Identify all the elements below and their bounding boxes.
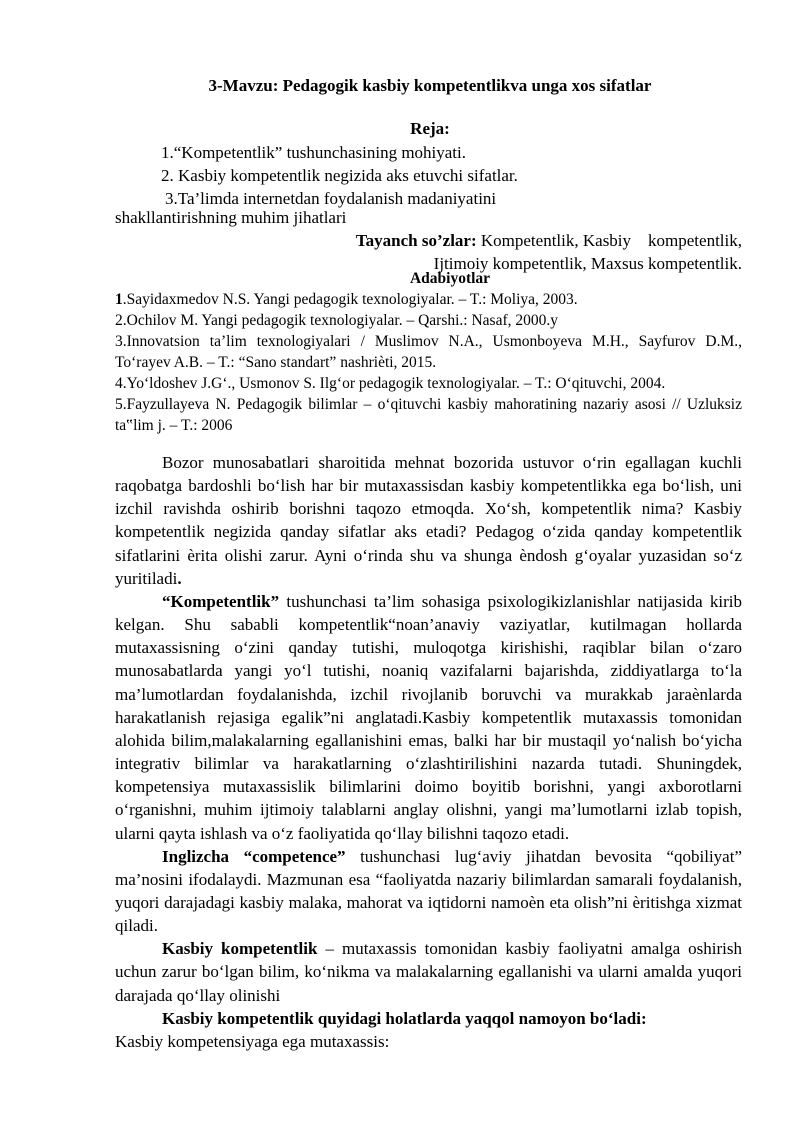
keywords-line-2: Ijtimoiy kompetentlik, Maxsus kompetentlik. <box>433 254 742 273</box>
paragraph-intro <box>115 451 742 590</box>
paragraph-intro-end: . <box>177 568 182 588</box>
keywords-block <box>356 229 742 275</box>
reference-item <box>115 289 742 310</box>
references-list <box>115 289 742 436</box>
reference-item: 3.Innovatsion ta’lim texnologiyalari / Muslimov N.A., Usmonboyeva M.H., Sayfurov D.M., To‘rayev A.B. – T.: “Sano standart” nashrièti, 2015. <box>115 333 742 371</box>
term-kompetentlik: “Kompetentlik” <box>162 591 280 611</box>
plan-item-3-continued: shakllantirishning muhim jihatlari <box>115 208 347 227</box>
references-heading: Adabiyotlar <box>409 270 491 287</box>
reference-item: 4.Yo‘ldoshev J.G‘., Usmonov S. Ilg‘or pedagogik texnologiyalar. – T.: O‘qituvchi, 2004. <box>115 375 666 392</box>
paragraph-competence <box>115 845 742 938</box>
keywords-label: Tayanch so’zlar: <box>355 231 477 250</box>
reference-text: .Sayidaxmedov N.S. Yangi pedagogik texnologiyalar. – T.: Moliya, 2003. <box>122 291 578 308</box>
term-competence: Inglizcha “competence” <box>162 846 346 866</box>
document-title: 3-Mavzu: Pedagogik kasbiy kompetentlikva unga xos sifatlar <box>208 76 652 95</box>
paragraph-mutaxassis: Kasbiy kompetensiyaga ega mutaxassis: <box>115 1031 390 1051</box>
paragraph-kasbiy <box>115 937 742 1006</box>
plan-item-2: 2. Kasbiy kompetentlik negizida aks etuvchi sifatlar. <box>161 166 518 185</box>
reference-number: 1 <box>115 291 123 308</box>
paragraph-kompetentlik <box>115 590 742 845</box>
keywords-line-1 <box>356 229 742 252</box>
reference-item: 2.Ochilov M. Yangi pedagogik texnologiyalar. – Qarshi.: Nasaf, 2000.y <box>115 312 558 329</box>
paragraph-competence-text: tushunchasi lug‘aviy jihatdan bevosita “qobiliyat” ma’nosini ifodalaydi. Mazmunan esa “faoliyatda nazariy bilimlardan samarali foydalanish, yuqori darajadagi kasbiy malaka, mahorat va iqtidorni namoèn eta olish”ni èritishga xizmat qiladi. <box>115 846 742 936</box>
plan-item-1: 1.“Kompetentlik” tushunchasining mohiyati. <box>161 143 467 162</box>
paragraph-kompetentlik-text: tushunchasi ta’lim sohasiga psixologikizlanishlar natijasida kirib kelgan. Shu sababli kompetentlik“noan’anaviy vaziyatlar, kutilmagan hollarda mutaxassisning o‘zini qanday tutishi, muloqotga kirishishi, raqiblar bilan o‘zaro munosabatlarda yangi yo‘l tutishi, noaniq vazifalarni bajarishda, ziddiyatlarga to‘la ma’lumotlardan foydalanishda, izchil rivojlanib boruvchi va murakkab jaraènlarda harakatlanish rejasiga egalik”ni anglatadi.Kasbiy kompetentlik mutaxassis tomonidan alohida bilim,malakalarning egallanishini emas, balki har bir mustaqil yo‘nalish bo‘yicha integrativ bilimlar va harakatlarning o‘zlashtirilishini nazarda tutadi. Shuningdek, kompetensiya mutaxassislik bilimlarini doimo boyitib borishni, yangi axborotlarni o‘rganishni, muhim ijtimoiy talablarni anglay olishni, yangi ma’lumotlarni izlab topish, ularni qayta ishlash va o‘z faoliyatida qo‘llay bilishni taqozo etadi. <box>115 591 742 843</box>
keywords-first: Kompetentlik, Kasbiy kompetentlik, <box>476 231 742 250</box>
reference-item: 5.Fayzullayeva N. Pedagogik bilimlar – o‘qituvchi kasbiy mahoratining nazariy asosi // Uzluksiz ta‟lim j. – T.: 2006 <box>115 396 742 434</box>
paragraph-kasbiy-text: – mutaxassis tomonidan kasbiy faoliyatni amalga oshirish uchun zarur bo‘lgan bilim, ko‘nikma va malakalarning egallanishi va ularni amalda yuqori darajada qo‘llay olinishi <box>115 939 742 1005</box>
holatlar-heading: Kasbiy kompetentlik quyidagi holatlarda yaqqol namoyon bo‘ladi: <box>162 1008 647 1028</box>
term-kasbiy-kompetentlik: Kasbiy kompetentlik <box>162 939 318 959</box>
paragraph-holatlar-heading <box>115 1007 742 1030</box>
body-text <box>115 451 742 1053</box>
plan-item-3: 3.Ta’limda internetdan foydalanish madaniyatini <box>165 189 497 208</box>
paragraph-intro-text: Bozor munosabatlari sharoitida mehnat bozorida ustuvor o‘rin egallagan kuchli raqobatga bardoshli bo‘lish har bir mutaxassisdan kasbiy kompetentlikka ega bo‘lish, uni izchil ravishda oshirib borishni taqozo etmoqda. Xo‘sh, kompetentlik nima? Kasbiy kompetentlik negizida qanday sifatlar aks etadi? Pedagog o‘zida qanday kompetentlik sifatlarini èrita olishi zarur. Ayni o‘rinda shu va shunga èndosh g‘oyalar yuzasidan so‘z yuritiladi <box>115 453 742 588</box>
plan-heading: Reja: <box>410 119 450 138</box>
